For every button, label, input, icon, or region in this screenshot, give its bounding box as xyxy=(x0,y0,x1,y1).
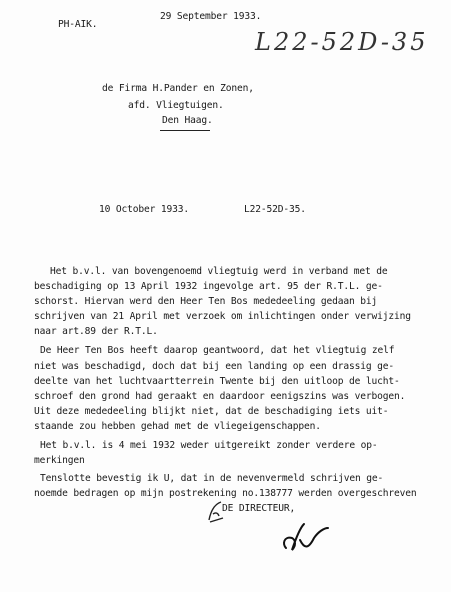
body-line: schorst. Hiervan werd den Heer Ten Bos mededeeling gedaan bij xyxy=(34,296,378,307)
dateline-date: 10 October 1933. xyxy=(99,204,190,215)
body-line: schrijven van 21 April met verzoek om inlichtingen onder verwijzing xyxy=(34,311,411,322)
body-line: Het b.v.l. van bovengenoemd vliegtuig werd in verband met de xyxy=(50,266,388,277)
body-line: De Heer Ten Bos heeft daarop geantwoord, dat het vliegtuig zelf xyxy=(40,345,395,356)
body-line: Tenslotte bevestig ik U, dat in de nevenvermeld schrijven ge- xyxy=(40,473,384,484)
body-line: Uit deze mededeeling blijkt niet, dat de beschadiging iets uit- xyxy=(34,406,389,417)
body-line: Het b.v.l. is 4 mei 1932 weder uitgereikt zonder verdere op- xyxy=(40,440,378,451)
body-line: noemde bedragen op mijn postrekening no.138777 werden overgeschreven xyxy=(34,488,417,499)
handwritten-number: L22-52D-35 xyxy=(255,28,429,56)
signoff: DE DIRECTEUR, xyxy=(222,503,296,514)
body-line: merkingen xyxy=(34,455,85,466)
header-date: 29 September 1933. xyxy=(160,11,262,22)
addressee-underline xyxy=(160,130,210,131)
body-line: schroef den grond had geraakt en daardoor eenigszins was verbogen. xyxy=(34,391,406,402)
body-line: deelte van het luchtvaartterrein Twente bij den uitloop de lucht- xyxy=(34,376,400,387)
director-signature xyxy=(280,522,330,557)
body-line: naar art.89 der R.T.L. xyxy=(34,326,158,337)
addressee-line2: afd. Vliegtuigen. xyxy=(128,100,224,111)
addressee-line1: de Firma H.Pander en Zonen, xyxy=(102,83,254,94)
addressee-line3: Den Haag. xyxy=(162,115,213,126)
body-line: staande zou hebben gehad met de vliegeigenschappen. xyxy=(34,421,321,432)
body-line: beschadiging op 13 April 1932 ingevolge art. 95 der R.T.L. ge- xyxy=(34,281,383,292)
dateline-ref: L22-52D-35. xyxy=(244,204,306,215)
header-ref: PH-AIK. xyxy=(58,19,98,30)
body-line: niet was beschadigd, doch dat bij een landing op een drassig ge- xyxy=(34,361,395,372)
